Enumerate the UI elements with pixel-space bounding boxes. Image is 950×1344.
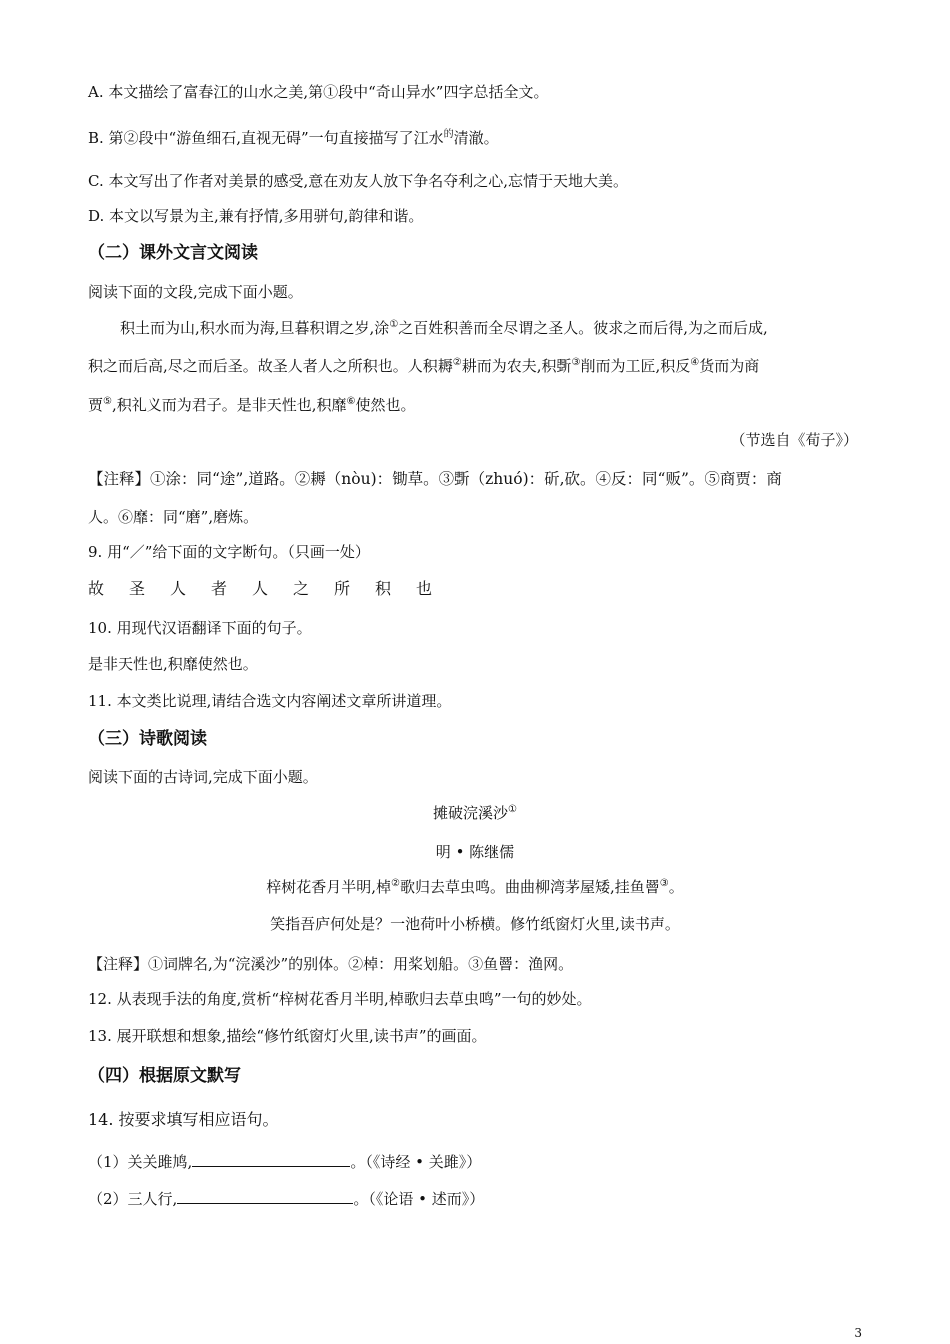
- section-2-intro: 阅读下面的文段,完成下面小题。: [88, 283, 303, 301]
- answer-blank[interactable]: [177, 1189, 353, 1204]
- poem-title: [0, 803, 950, 823]
- annotation-line-2: 人。⑥靡：同“磨”,磨炼。: [88, 508, 259, 526]
- char-cell[interactable]: 者: [211, 579, 228, 598]
- note-marker: ③: [659, 878, 669, 889]
- passage-text: 耕而为农夫,积斲: [461, 357, 572, 375]
- question-9: 9. 用“／”给下面的文字断句。（只画一处）: [88, 543, 370, 561]
- passage-text: ,积礼义而为君子。是非天性也,积靡: [111, 396, 347, 414]
- poem-text: 歌归去草虫鸣。曲曲柳湾茅屋矮,挂鱼罾: [399, 878, 660, 896]
- char-cell[interactable]: 之: [293, 579, 310, 598]
- question-11: 11. 本文类比说理,请结合选文内容阐述文章所讲道理。: [88, 692, 452, 710]
- option-b-text: B. 第②段中“游鱼细石,直视无碍”一句直接描写了江水: [88, 129, 444, 147]
- passage-text: 之百姓积善而全尽谓之圣人。彼求之而后得,为之而后成,: [398, 319, 768, 337]
- page-number: 3: [854, 1326, 862, 1340]
- char-cell[interactable]: 也: [416, 579, 433, 598]
- question-9-characters: [88, 579, 457, 599]
- passage-line-3: [88, 395, 416, 415]
- question-10: 10. 用现代汉语翻译下面的句子。: [88, 619, 312, 637]
- passage-text: 积土而为山,积水而为海,旦暮积谓之岁,涂: [120, 319, 390, 337]
- fill-item-prefix: （2）三人行,: [88, 1190, 178, 1208]
- passage-source: （节选自《荀子》）: [730, 431, 858, 449]
- section-3-heading: （三）诗歌阅读: [88, 729, 207, 749]
- question-10-text: 是非天性也,积靡使然也。: [88, 655, 258, 673]
- char-cell[interactable]: 积: [375, 579, 392, 598]
- passage-text: 削而为工匠,积反: [580, 357, 691, 375]
- poem-line-1: [0, 877, 950, 897]
- char-cell[interactable]: 人: [170, 579, 187, 598]
- answer-blank[interactable]: [192, 1152, 350, 1167]
- option-a: A. 本文描绘了富春江的山水之美,第①段中“奇山异水”四字总括全文。: [88, 83, 549, 101]
- fill-item-suffix: 。（《论语 • 述而》）: [353, 1190, 485, 1208]
- fill-item-1: [88, 1152, 481, 1172]
- char-cell[interactable]: 人: [252, 579, 269, 598]
- passage-line-2: [88, 356, 759, 376]
- passage-text: 使然也。: [355, 396, 416, 414]
- passage-text: 贾: [88, 396, 104, 414]
- question-12: 12. 从表现手法的角度,赏析“梓树花香月半明,棹歌归去草虫鸣”一句的妙处。: [88, 990, 592, 1008]
- fill-item-2: [88, 1189, 484, 1209]
- option-d: D. 本文以写景为主,兼有抒情,多用骈句,韵律和谐。: [88, 207, 424, 225]
- poem-line-2: 笑指吾庐何处是？一池荷叶小桥横。修竹纸窗灯火里,读书声。: [270, 915, 680, 933]
- poem-title-text: 摊破浣溪沙: [433, 804, 509, 822]
- option-b-sup: 的: [443, 129, 454, 140]
- char-cell[interactable]: 所: [334, 579, 351, 598]
- option-b: [88, 128, 499, 148]
- note-marker: ③: [571, 357, 581, 368]
- passage-text: 货而为商: [699, 357, 760, 375]
- note-marker: ⑤: [103, 396, 112, 407]
- fill-item-prefix: （1）关关雎鸠,: [88, 1153, 193, 1171]
- section-2-heading: （二）课外文言文阅读: [88, 243, 258, 263]
- option-c: C. 本文写出了作者对美景的感受,意在劝友人放下争名夺利之心,忘情于天地大美。: [88, 172, 629, 190]
- question-14: 14. 按要求填写相应语句。: [88, 1110, 279, 1129]
- question-13: 13. 展开联想和想象,描绘“修竹纸窗灯火里,读书声”的画面。: [88, 1027, 487, 1045]
- char-cell[interactable]: 圣: [129, 579, 146, 598]
- fill-item-suffix: 。（《诗经 • 关雎》）: [350, 1153, 482, 1171]
- note-marker: ①: [389, 319, 399, 330]
- annotation-line-1: 【注释】①涂：同“途”,道路。②耨（nòu)：锄草。③斲（zhuó)：斫,砍。④反：同“贩”。⑤商贾：商: [88, 470, 782, 488]
- note-marker: ⑥: [346, 396, 356, 407]
- note-marker: ④: [690, 357, 700, 368]
- section-3-intro: 阅读下面的古诗词,完成下面小题。: [88, 768, 318, 786]
- option-b-end: 清澈。: [453, 129, 499, 147]
- poem-annotation: 【注释】①词牌名,为“浣溪沙”的别体。②棹：用桨划船。③鱼罾：渔网。: [88, 955, 574, 973]
- poem-text: 梓树花香月半明,棹: [266, 878, 392, 896]
- passage-line-1: [120, 318, 768, 338]
- note-marker: ①: [508, 804, 517, 815]
- poem-author: 明 • 陈继儒: [435, 843, 515, 861]
- section-4-heading: （四）根据原文默写: [88, 1066, 241, 1086]
- passage-text: 积之而后高,尽之而后圣。故圣人者人之所积也。人积耨: [88, 357, 453, 375]
- note-marker: ②: [452, 357, 462, 368]
- note-marker: ②: [391, 878, 400, 889]
- char-cell[interactable]: 故: [88, 579, 105, 598]
- poem-text: 。: [668, 878, 684, 896]
